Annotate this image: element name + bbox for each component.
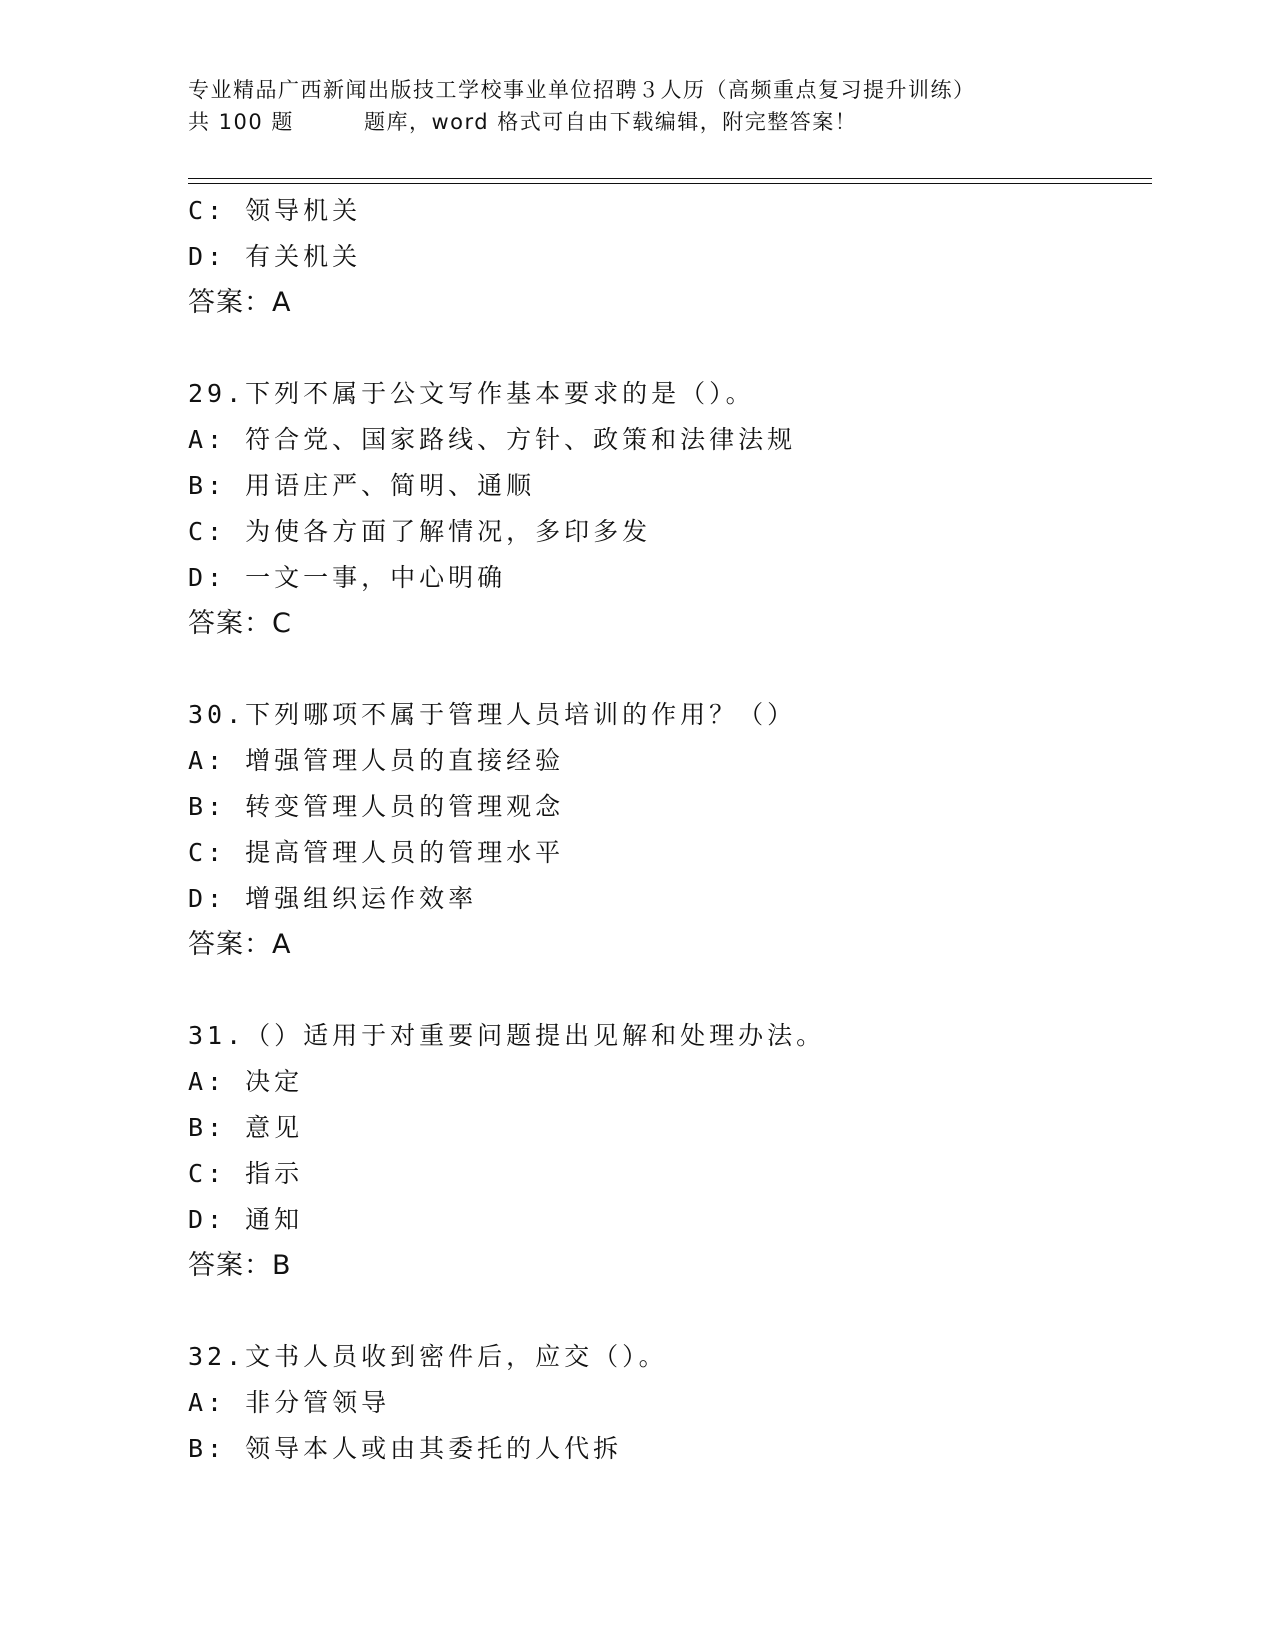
- question-stem: 32.文书人员收到密件后，应交（）。: [188, 1342, 668, 1371]
- document-subtitle: [188, 106, 1148, 138]
- option-c: C: 指示: [188, 1159, 304, 1188]
- page-header: [188, 74, 1148, 138]
- option-d: D: 有关机关: [188, 242, 362, 271]
- option-c: C: 提高管理人员的管理水平: [188, 838, 565, 867]
- option-b: B: 转变管理人员的管理观念: [188, 792, 565, 821]
- answer-line: 答案：C: [188, 608, 292, 639]
- option-d: D: 增强组织运作效率: [188, 884, 478, 913]
- subtitle-text: 题库，word 格式可自由下载编辑，附完整答案！: [364, 110, 858, 134]
- option-a: A: 符合党、国家路线、方针、政策和法律法规: [188, 425, 797, 454]
- answer-line: 答案：A: [188, 929, 292, 960]
- answer-line: 答案：B: [188, 1250, 292, 1281]
- option-d: D: 通知: [188, 1205, 304, 1234]
- question-stem: 30.下列哪项不属于管理人员培训的作用？（）: [188, 700, 797, 729]
- spacer: [188, 647, 1148, 692]
- question-29: [188, 371, 1148, 647]
- option-a: A: 决定: [188, 1067, 304, 1096]
- question-32: [188, 1334, 1148, 1472]
- question-stem: 29.下列不属于公文写作基本要求的是（）。: [188, 379, 755, 408]
- header-divider-bottom: [188, 183, 1152, 184]
- document-title: 专业精品广西新闻出版技工学校事业单位招聘３人历（高频重点复习提升训练）: [188, 78, 976, 102]
- question-28-continued: [188, 188, 1148, 326]
- header-divider-top: [188, 178, 1152, 179]
- option-a: A: 增强管理人员的直接经验: [188, 746, 565, 775]
- question-30: [188, 692, 1148, 968]
- question-list: [188, 188, 1148, 1472]
- spacer: [188, 1289, 1148, 1334]
- option-a: A: 非分管领导: [188, 1388, 391, 1417]
- question-stem: 31.（）适用于对重要问题提出见解和处理办法。: [188, 1021, 826, 1050]
- option-b: B: 领导本人或由其委托的人代拆: [188, 1434, 623, 1463]
- option-d: D: 一文一事，中心明确: [188, 563, 507, 592]
- spacer: [188, 326, 1148, 371]
- option-b: B: 意见: [188, 1113, 304, 1142]
- question-count: 共 100 题: [188, 110, 294, 134]
- option-c: C: 为使各方面了解情况，多印多发: [188, 517, 652, 546]
- option-b: B: 用语庄严、简明、通顺: [188, 471, 536, 500]
- answer-line: 答案：A: [188, 287, 292, 318]
- spacer: [188, 968, 1148, 1013]
- option-c: C: 领导机关: [188, 196, 362, 225]
- question-31: [188, 1013, 1148, 1289]
